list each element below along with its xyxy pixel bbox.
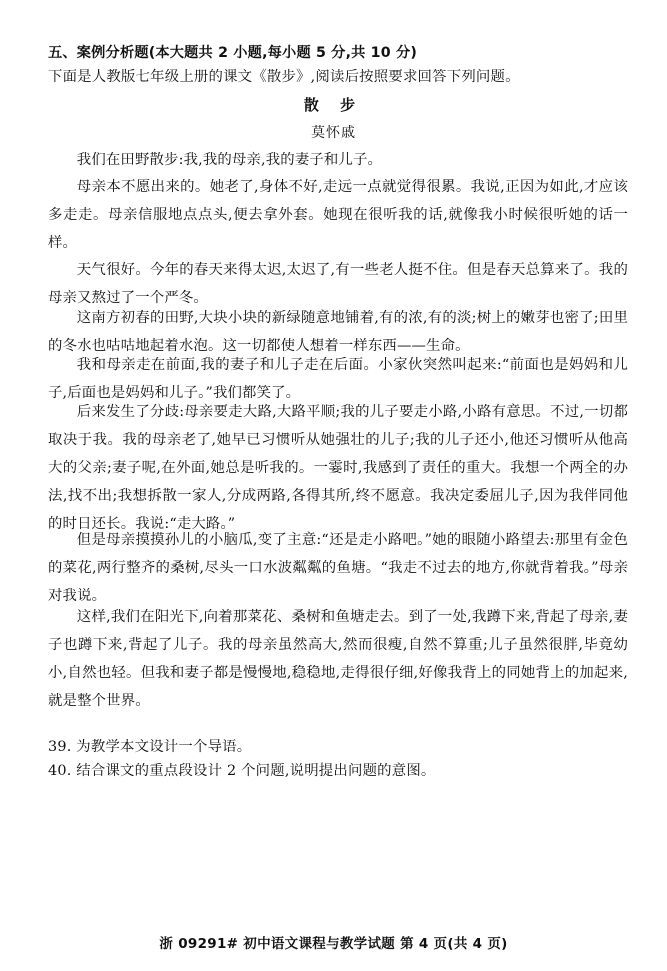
essay-paragraph-4: 这南方初春的田野,大块小块的新绿随意地铺着,有的浓,有的淡;树上的嫩芽也密了;田里的冬水也咕咕地起着水泡。这一切都使人想着一样东西——生命。 — [48, 310, 628, 354]
page-footer: 浙 09291# 初中语文课程与教学试题 第 4 页(共 4 页) — [159, 936, 508, 952]
essay-paragraph-6: 后来发生了分歧:母亲要走大路,大路平顺;我的儿子要走小路,小路有意思。不过,一切都取决于我。我的母亲老了,她早已习惯听从她强壮的儿子;我的儿子还小,他还习惯听从他高大的父亲;妻子呢,在外面,她总是听我的。一霎时,我感到了责任的重大。我想一个两全的办法,找不出;我想拆散一家人,分成两路,各得其所,终不愿意。我决定委屈儿子,因为我伴同他的时日还长。我说:“走大路。” — [48, 404, 628, 532]
essay-author: 莫怀戚 — [311, 125, 356, 141]
question-40: 40. 结合课文的重点段设计 2 个问题,说明提出问题的意图。 — [48, 763, 436, 779]
question-39: 39. 为教学本文设计一个导语。 — [48, 739, 252, 755]
section-instruction: 下面是人教版七年级上册的课文《散步》,阅读后按照要求回答下列问题。 — [48, 69, 520, 85]
essay-paragraph-2: 母亲本不愿出来的。她老了,身体不好,走远一点就觉得很累。我说,正因为如此,才应该多走走。母亲信服地点点头,便去拿外套。她现在很听我的话,就像我小时候很听她的话一样。 — [48, 179, 628, 251]
essay-paragraph-5: 我和母亲走在前面,我的妻子和儿子走在后面。小家伙突然叫起来:“前面也是妈妈和儿子,后面也是妈妈和儿子。”我们都笑了。 — [48, 357, 628, 401]
section-heading: 五、案例分析题(本大题共 2 小题,每小题 5 分,共 10 分) — [48, 45, 418, 61]
essay-paragraph-7: 但是母亲摸摸孙儿的小脑瓜,变了主意:“还是走小路吧。”她的眼随小路望去:那里有金色的菜花,两行整齐的桑树,尽头一口水波粼粼的鱼塘。“我走不过去的地方,你就背着我。”母亲对我说。 — [48, 532, 628, 604]
essay-paragraph-8: 这样,我们在阳光下,向着那菜花、桑树和鱼塘走去。到了一处,我蹲下来,背起了母亲,妻子也蹲下来,背起了儿子。我的母亲虽然高大,然而很瘦,自然不算重;儿子虽然很胖,毕竟幼小,自然也轻。但我和妻子都是慢慢地,稳稳地,走得很仔细,好像我背上的同她背上的加起来,就是整个世界。 — [48, 609, 628, 709]
essay-paragraph-3: 天气很好。今年的春天来得太迟,太迟了,有一些老人挺不住。但是春天总算来了。我的母亲又熬过了一个严冬。 — [48, 262, 628, 306]
essay-title: 散 步 — [303, 96, 364, 114]
essay-paragraph-1: 我们在田野散步:我,我的母亲,我的妻子和儿子。 — [76, 152, 383, 168]
